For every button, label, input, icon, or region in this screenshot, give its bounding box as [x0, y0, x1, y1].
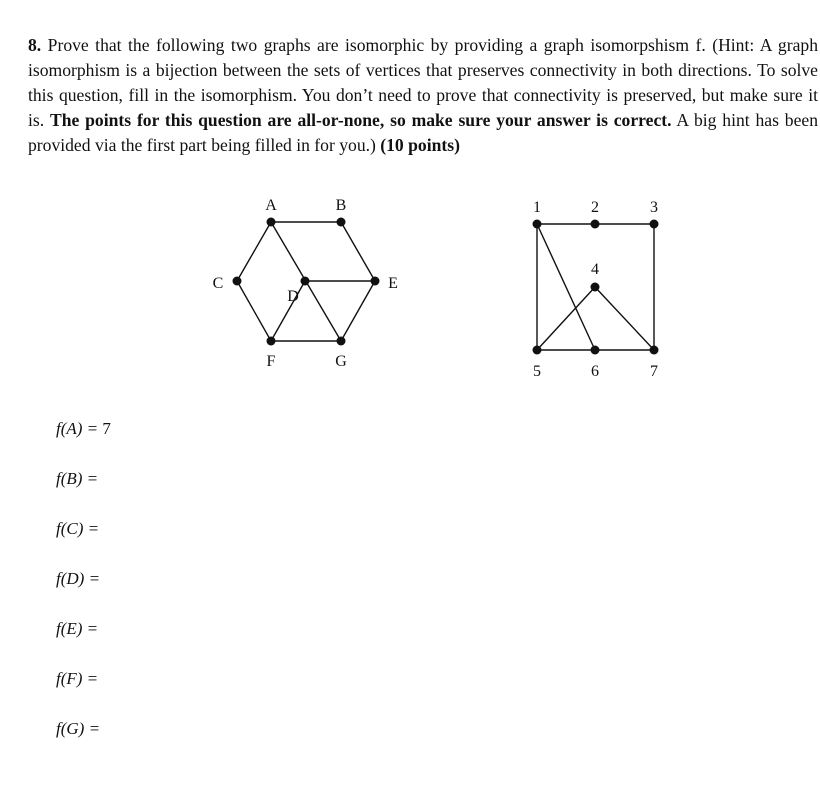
answer-value: 7 — [102, 419, 111, 438]
label-B: B — [335, 197, 347, 214]
vertex-3 — [650, 220, 659, 229]
answer-row-G — [56, 719, 100, 739]
answer-row-B — [56, 469, 98, 489]
problem-points: (10 points) — [380, 135, 460, 155]
edge-4-7 — [595, 287, 654, 350]
problem-text: Prove that the following two graphs are isomorphic by providing a graph isomorpshism f. (Hint: A graph isomorphism is a bijection between the sets of vertices that preserves connectivity in both directions. To solve this question, fill in the isomorphism. You don’t need to prove that connectivity is preserved, but make sure it is. — [28, 35, 818, 130]
problem-number: 8. — [28, 35, 42, 55]
answer-label: f(D) = — [56, 569, 101, 588]
label-F: F — [266, 353, 276, 370]
label-C: C — [212, 275, 224, 292]
label-1: 1 — [533, 199, 541, 216]
label-6: 6 — [591, 363, 599, 380]
vertex-5 — [533, 346, 542, 355]
edge-4-5 — [537, 287, 595, 350]
answer-label: f(G) = — [56, 719, 101, 738]
label-3: 3 — [650, 199, 658, 216]
answer-row-F — [56, 669, 98, 689]
answer-row-D — [56, 569, 100, 589]
edge-1-6 — [537, 224, 595, 350]
answer-row-E — [56, 619, 98, 639]
edge-B-E — [341, 222, 375, 281]
problem-hint: A big hint has been provided via the first part being filled in for you.) — [28, 110, 819, 155]
vertex-7 — [650, 346, 659, 355]
vertex-2 — [591, 220, 600, 229]
vertex-4 — [591, 283, 600, 292]
label-E: E — [388, 275, 398, 292]
answer-row-A — [56, 419, 111, 439]
label-A: A — [265, 197, 277, 214]
answer-label: f(A) = — [56, 419, 99, 438]
label-2: 2 — [591, 199, 599, 216]
vertex-F — [267, 337, 276, 346]
label-G: G — [335, 353, 347, 370]
answer-label: f(C) = — [56, 519, 100, 538]
vertex-C — [233, 277, 242, 286]
answer-label: f(E) = — [56, 619, 99, 638]
answer-row-C — [56, 519, 99, 539]
label-5: 5 — [533, 363, 541, 380]
vertex-A — [267, 218, 276, 227]
edge-E-G — [341, 281, 375, 341]
edge-A-C — [237, 222, 271, 281]
answer-label: f(F) = — [56, 669, 99, 688]
label-D: D — [287, 288, 299, 305]
vertex-D — [301, 277, 310, 286]
vertex-E — [371, 277, 380, 286]
problem-warning: The points for this question are all-or-none, so make sure your answer is correct. — [49, 110, 672, 130]
vertex-6 — [591, 346, 600, 355]
vertex-1 — [533, 220, 542, 229]
vertex-B — [337, 218, 346, 227]
vertex-G — [337, 337, 346, 346]
answer-label: f(B) = — [56, 469, 99, 488]
label-7: 7 — [650, 363, 658, 380]
edge-C-F — [237, 281, 271, 341]
label-4: 4 — [591, 261, 599, 278]
